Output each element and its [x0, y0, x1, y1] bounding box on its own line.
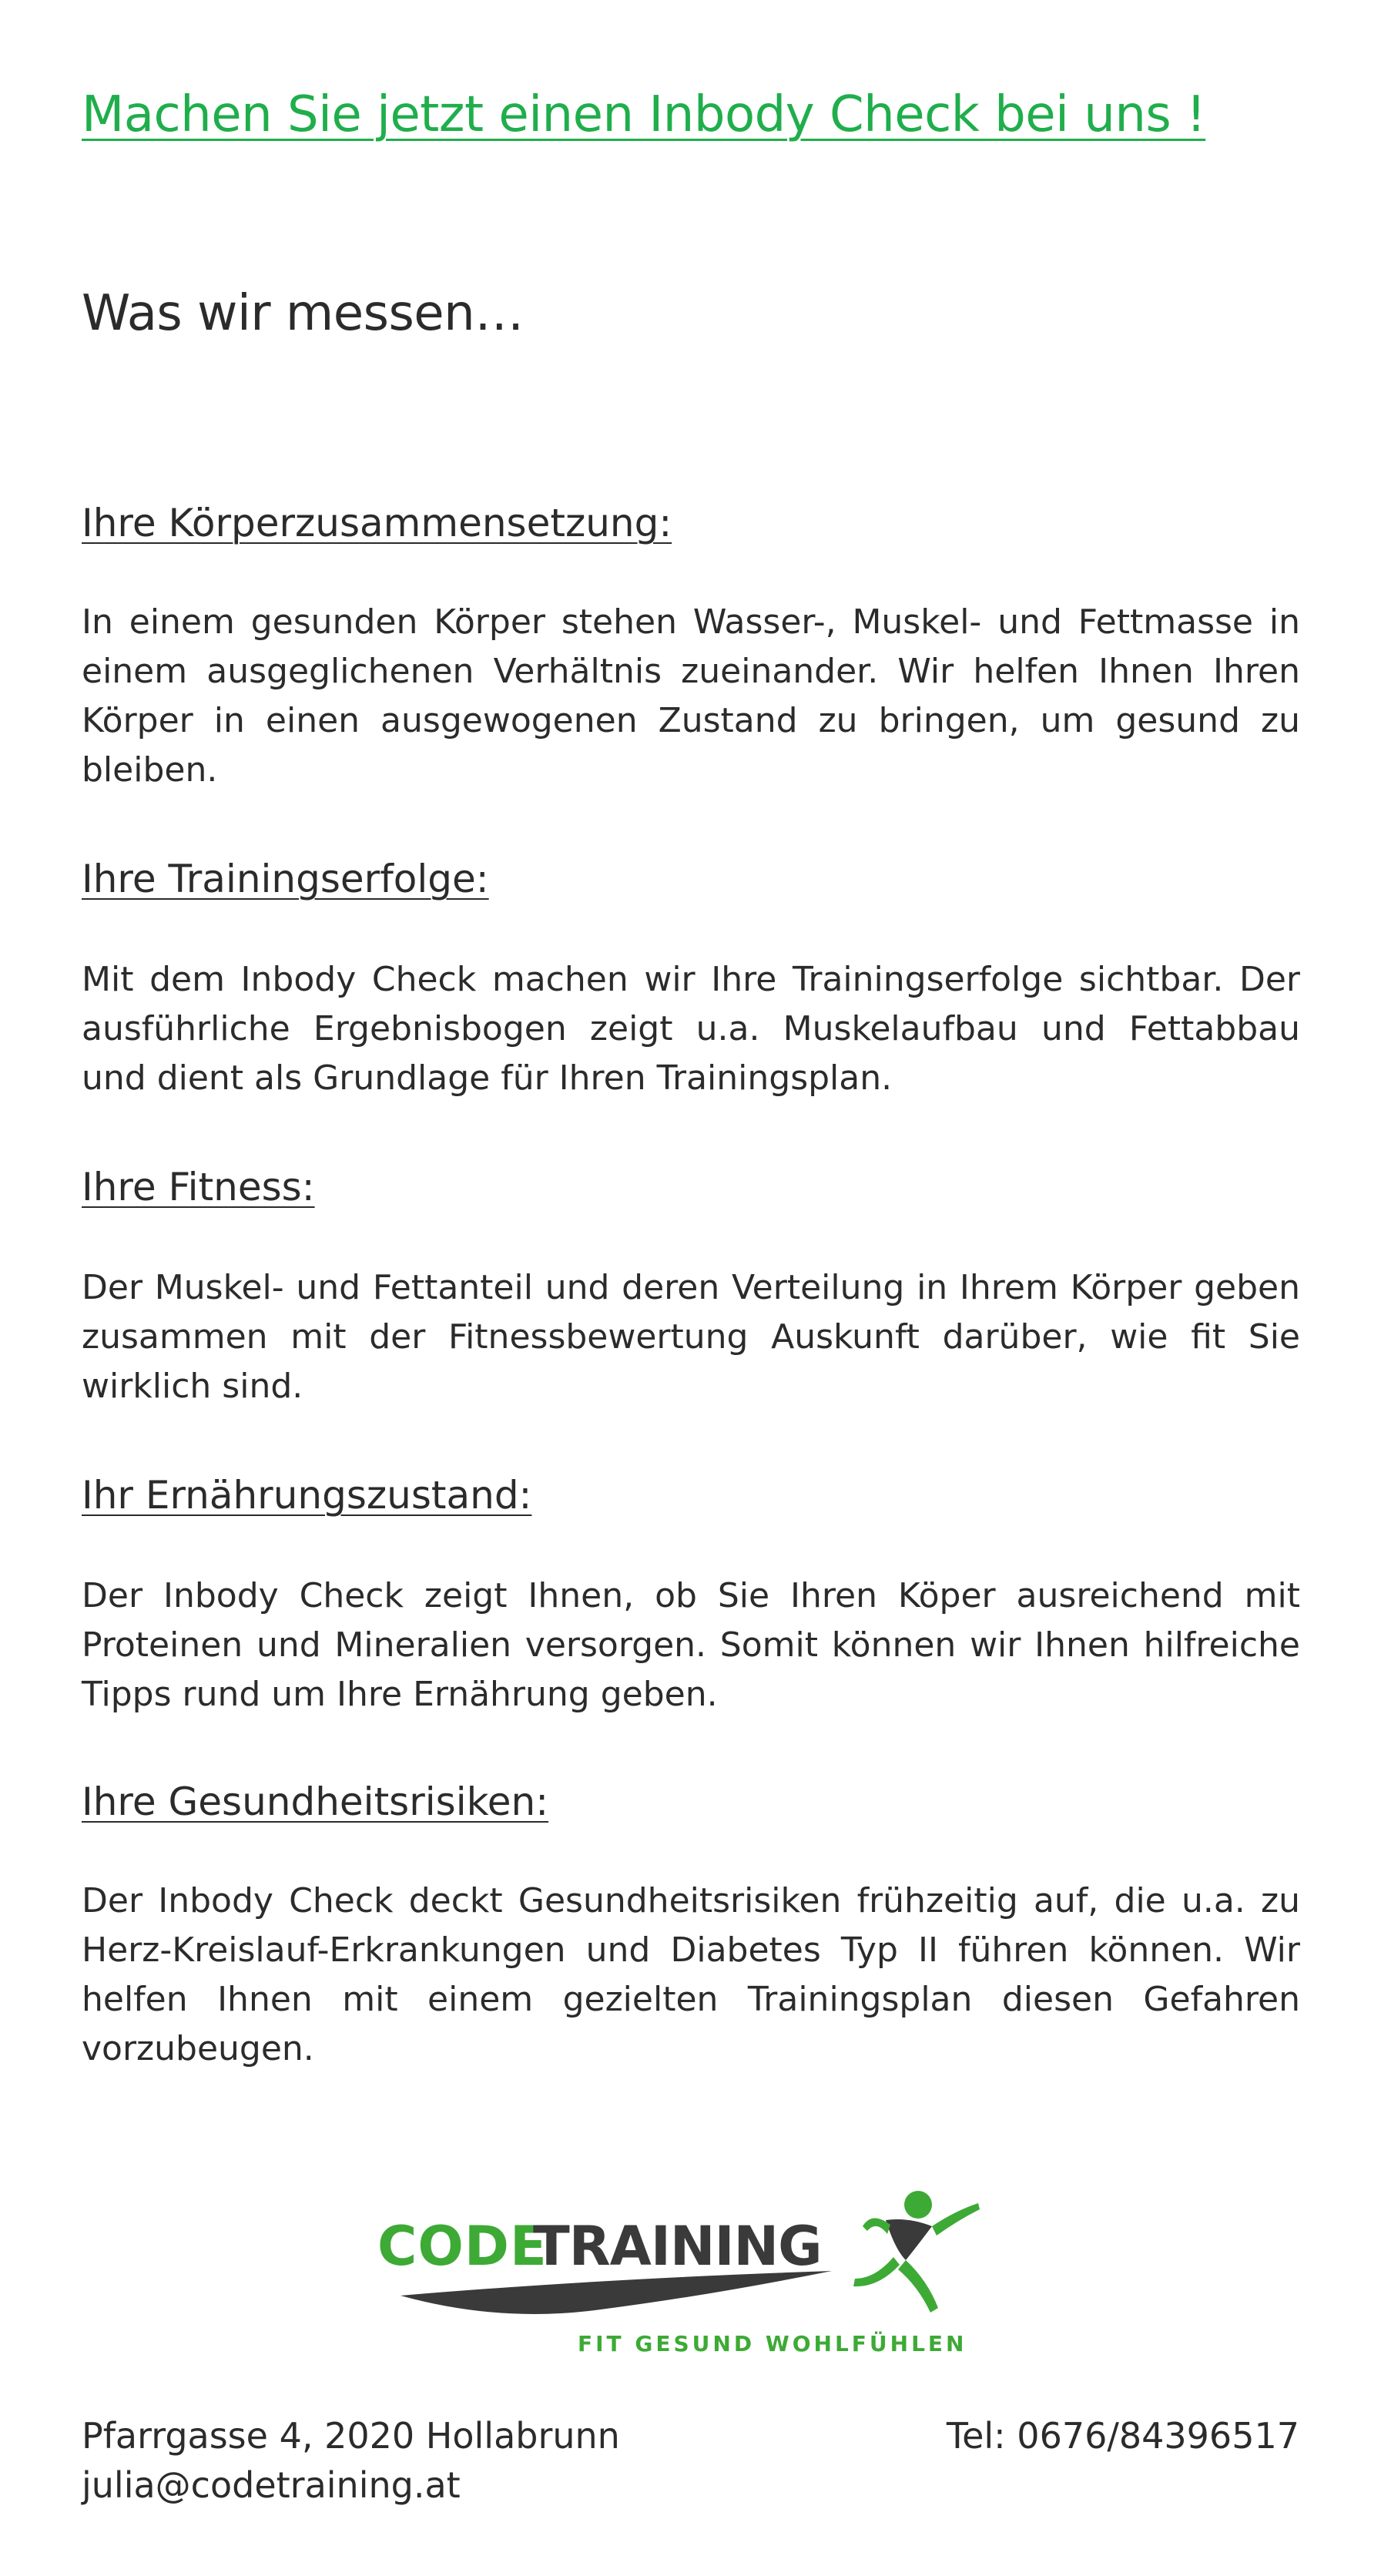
footer-contact — [82, 2411, 620, 2510]
page-subtitle: Was wir messen… — [82, 285, 524, 342]
runner-icon — [853, 2191, 980, 2313]
section-heading-fitness: Ihre Fitness: — [82, 1165, 315, 1209]
logo-tagline: FIT GESUND WOHLFÜHLEN — [578, 2331, 967, 2356]
section-body-ernaehrungszustand: Der Inbody Check zeigt Ihnen, ob Sie Ihren Köper ausreichend mit Proteinen und Mineralien versorgen. Somit können wir Ihnen hilfreiche Tipps rund um Ihre Ernährung geben. — [82, 1576, 1300, 1714]
footer-phone[interactable]: Tel: 0676/84396517 — [946, 2415, 1299, 2457]
section-body-koerperzusammensetzung: In einem gesunden Körper stehen Wasser-, Muskel- und Fettmasse in einem ausgeglichenen Verhältnis zueinander. Wir helfen Ihnen Ihren Körper in einen ausgewogenen Zustand zu bringen, um gesund zu bleiben. — [82, 602, 1300, 790]
logo-word-training: TRAINING — [533, 2215, 822, 2278]
section-heading-ernaehrungszustand: Ihr Ernährungszustand: — [82, 1473, 532, 1518]
footer-address: Pfarrgasse 4, 2020 Hollabrunn — [82, 2415, 620, 2457]
page-title: Machen Sie jetzt einen Inbody Check bei uns ! — [82, 86, 1206, 143]
section-body-gesundheitsrisiken: Der Inbody Check deckt Gesundheitsrisiken frühzeitig auf, die u.a. zu Herz-Kreislauf-Erkrankungen und Diabetes Typ II führen können. Wir helfen Ihnen mit einem gezielten Trainingsplan diesen Gefahren vorzubeugen. — [82, 1881, 1300, 2068]
footer-phone-block — [947, 2411, 1299, 2460]
codetraining-logo — [370, 2180, 986, 2365]
footer-email[interactable]: julia@codetraining.at — [82, 2464, 461, 2506]
section-heading-gesundheitsrisiken: Ihre Gesundheitsrisiken: — [82, 1779, 549, 1824]
logo-word-code: CODE — [377, 2215, 548, 2278]
section-heading-koerperzusammensetzung: Ihre Körperzusammensetzung: — [82, 501, 672, 545]
section-body-fitness: Der Muskel- und Fettanteil und deren Verteilung in Ihrem Körper geben zusammen mit der Fitnessbewertung Auskunft darüber, wie fit Sie wirklich sind. — [82, 1268, 1300, 1406]
section-heading-trainingserfolge: Ihre Trainingserfolge: — [82, 857, 489, 901]
section-body-trainingserfolge: Mit dem Inbody Check machen wir Ihre Trainingserfolge sichtbar. Der ausführliche Ergebnisbogen zeigt u.a. Muskelaufbau und Fettabbau und dient als Grundlage für Ihren Trainingsplan. — [82, 960, 1300, 1098]
